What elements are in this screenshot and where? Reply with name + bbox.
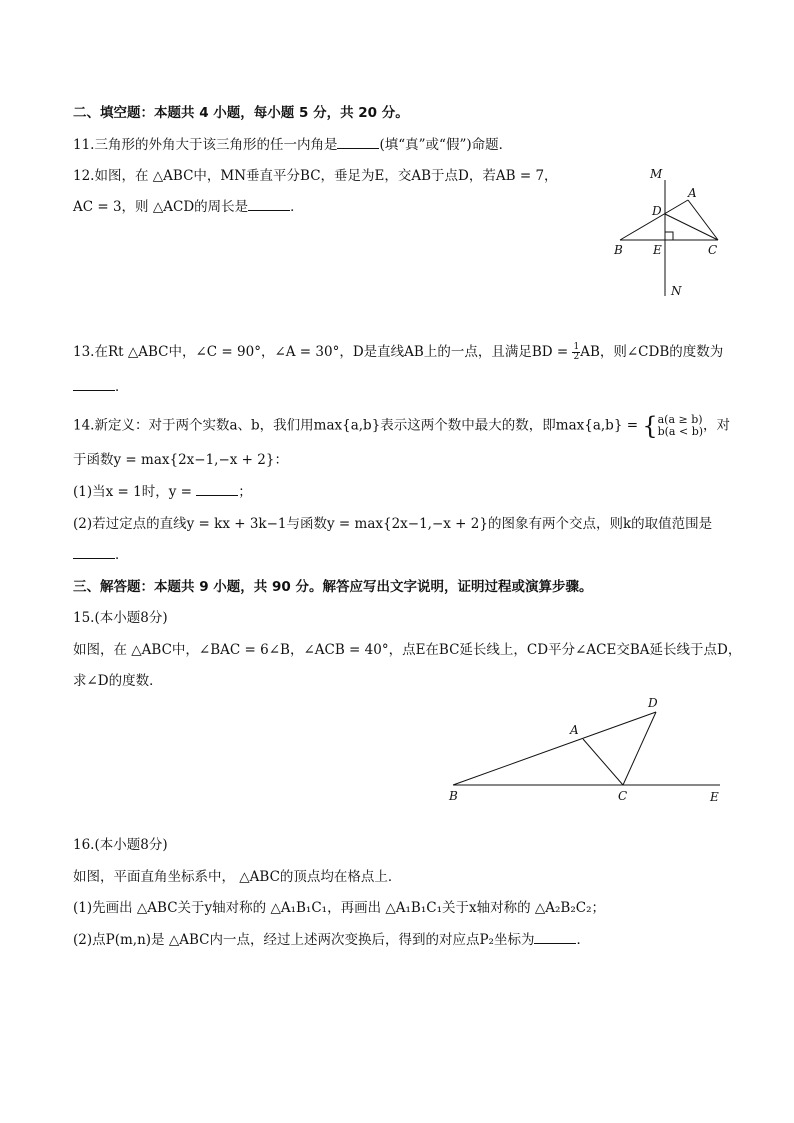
q13-text-a: 13.在Rt △ABC中，∠C = 90°，∠A = 30°，D是直线AB上的一点，且满足BD = bbox=[73, 344, 569, 360]
question-11 bbox=[73, 136, 512, 154]
q12-line-2-end: ． bbox=[290, 199, 304, 215]
q14-line-2: 于函数y = max{2x−1,−x + 2}： bbox=[73, 452, 288, 468]
q16-line-2: (1)先画出 △ABC关于y轴对称的 △A₁B₁C₁，再画出 △A₁B₁C₁关于x轴对称的 △A₂B₂C₂； bbox=[73, 900, 606, 916]
q13-line-1 bbox=[73, 343, 723, 362]
label-b: B bbox=[449, 789, 458, 803]
label-c: C bbox=[708, 243, 718, 257]
q14-line-3-end: ； bbox=[238, 484, 252, 500]
q12-line-2 bbox=[73, 198, 304, 216]
q15-title: 15.(本小题8分) bbox=[73, 610, 168, 626]
q12-line-2-text: AC = 3，则 △ACD的周长是 bbox=[73, 199, 249, 215]
q15-figure bbox=[445, 694, 735, 809]
q16-line-1: 如图，平面直角坐标系中， △ABC的顶点均在格点上． bbox=[73, 869, 402, 885]
q14-text-b: ，对 bbox=[703, 417, 731, 434]
label-b: B bbox=[614, 243, 623, 257]
segment-cd bbox=[623, 712, 656, 785]
q14-line-5 bbox=[73, 546, 129, 564]
q14-text-a: 14.新定义：对于两个实数a、b，我们用max{a,b}表示这两个数中最大的数，即max{a,b} = bbox=[73, 417, 639, 434]
answer-blank bbox=[337, 136, 379, 149]
piecewise-definition: { a(a ≥ b) b(a < b) bbox=[642, 412, 704, 440]
answer-blank bbox=[73, 378, 115, 391]
segment-bd bbox=[453, 712, 656, 785]
answer-blank bbox=[248, 198, 290, 211]
q11-text-b: (填“真”或“假”)命题． bbox=[379, 137, 513, 153]
q16-line-3-end: ． bbox=[576, 932, 590, 948]
q11-text-a: 11.三角形的外角大于该三角形的任一内角是 bbox=[73, 137, 338, 153]
label-m: M bbox=[650, 167, 663, 181]
answer-blank bbox=[534, 931, 576, 944]
q12-figure bbox=[608, 166, 738, 306]
q16-title: 16.(本小题8分) bbox=[73, 837, 168, 853]
section-3-header: 三、解答题：本题共 9 小题，共 90 分。解答应写出文字说明，证明过程或演算步骤。 bbox=[73, 579, 593, 595]
label-a: A bbox=[570, 723, 579, 737]
q12-line-1: 12.如图，在 △ABC中，MN垂直平分BC，垂足为E，交AB于点D，若AB = 7， bbox=[73, 168, 558, 184]
q13-line-2-end: ． bbox=[115, 379, 129, 395]
label-n: N bbox=[671, 284, 682, 298]
q14-line-3-text: (1)当x = 1时，y = bbox=[73, 484, 192, 500]
label-d: D bbox=[648, 696, 658, 710]
label-e: E bbox=[710, 790, 719, 804]
segment-ac bbox=[583, 739, 623, 785]
label-d: D bbox=[652, 204, 662, 218]
q15-line-2: 求∠D的度数． bbox=[73, 673, 163, 689]
q14-line-5-end: ． bbox=[115, 547, 129, 563]
q13-text-b: AB，则∠CDB的度数为 bbox=[580, 344, 724, 360]
section-2-header: 二、填空题：本题共 4 小题，每小题 5 分，共 20 分。 bbox=[73, 105, 409, 121]
right-angle-mark bbox=[665, 232, 673, 240]
q14-line-3 bbox=[73, 483, 252, 501]
label-e: E bbox=[653, 243, 662, 257]
label-c: C bbox=[618, 789, 628, 803]
q16-line-3 bbox=[73, 931, 590, 949]
q13-line-2 bbox=[73, 378, 129, 396]
q15-line-1: 如图，在 △ABC中，∠BAC = 6∠B，∠ACB = 40°，点E在BC延长线上，CD平分∠ACE交BA延长线于点D， bbox=[73, 642, 742, 658]
q14-line-4: (2)若过定点的直线y = kx + 3k−1与函数y = max{2x−1,−x + 2}的图象有两个交点，则k的取值范围是 bbox=[73, 516, 713, 532]
answer-blank bbox=[73, 546, 115, 559]
label-a: A bbox=[688, 186, 697, 200]
q14-line-1 bbox=[73, 414, 730, 438]
fraction-one-half: $\frac{1}{2}$ bbox=[573, 342, 580, 362]
segment-ac bbox=[688, 200, 718, 240]
answer-blank bbox=[196, 483, 238, 496]
q16-line-3-text: (2)点P(m,n)是 △ABC内一点，经过上述两次变换后，得到的对应点P₂坐标为 bbox=[73, 932, 535, 948]
